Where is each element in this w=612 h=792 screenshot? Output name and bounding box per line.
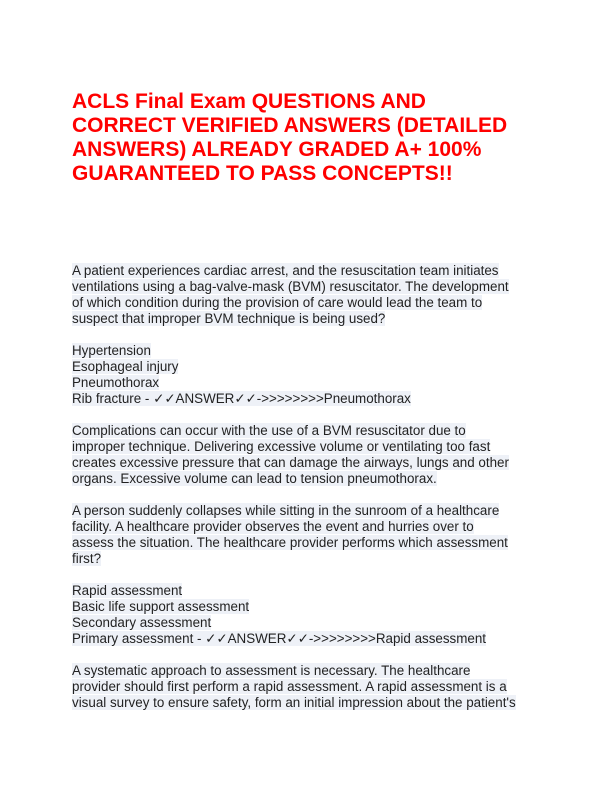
question-2-options — [72, 583, 542, 647]
document-title — [72, 90, 542, 186]
explanation-line: organs. Excessive volume can lead to tension pneumothorax. — [72, 471, 437, 486]
question-line: A patient experiences cardiac arrest, and the resuscitation team initiates — [72, 263, 499, 278]
title-line: ANSWERS) ALREADY GRADED A+ 100% — [72, 138, 482, 161]
question-1-explanation — [72, 423, 542, 487]
option-item: Secondary assessment — [72, 615, 212, 630]
question-line: facility. A healthcare provider observes the event and hurries over to — [72, 519, 474, 534]
explanation-line: provider should first perform a rapid assessment. A rapid assessment is a — [72, 679, 507, 694]
question-line: A person suddenly collapses while sitting in the sunroom of a healthcare — [72, 503, 500, 518]
option-item: Rapid assessment — [72, 583, 183, 598]
document-body — [72, 263, 542, 711]
question-1-text — [72, 263, 542, 327]
explanation-line: improper technique. Delivering excessive volume or ventilating too fast — [72, 439, 491, 454]
option-item: Esophageal injury — [72, 359, 179, 374]
option-item: Hypertension — [72, 343, 151, 358]
question-line: of which condition during the provision of care would lead the team to — [72, 295, 483, 310]
option-item: Pneumothorax — [72, 375, 160, 390]
answer-line: Rib fracture - ✓✓ANSWER✓✓->>>>>>>>Pneumothorax — [72, 391, 411, 406]
explanation-line: visual survey to ensure safety, form an initial impression about the patient's — [72, 695, 516, 710]
explanation-line: A systematic approach to assessment is necessary. The healthcare — [72, 663, 471, 678]
explanation-line: creates excessive pressure that can damage the airways, lungs and other — [72, 455, 509, 470]
question-line: assess the situation. The healthcare provider performs which assessment — [72, 535, 508, 550]
title-line: GUARANTEED TO PASS CONCEPTS!! — [72, 162, 453, 185]
question-line: suspect that improper BVM technique is being used? — [72, 311, 386, 326]
title-line: ACLS Final Exam QUESTIONS AND — [72, 90, 426, 113]
answer-line: Primary assessment - ✓✓ANSWER✓✓->>>>>>>>Rapid assessment — [72, 631, 487, 646]
question-2-text — [72, 503, 542, 567]
title-line: CORRECT VERIFIED ANSWERS (DETAILED — [72, 114, 508, 137]
question-1-options — [72, 343, 542, 407]
explanation-line: Complications can occur with the use of a BVM resuscitator due to — [72, 423, 466, 438]
question-line: first? — [72, 551, 102, 566]
question-2-explanation — [72, 663, 542, 711]
question-line: ventilations using a bag-valve-mask (BVM) resuscitator. The development — [72, 279, 509, 294]
option-item: Basic life support assessment — [72, 599, 250, 614]
